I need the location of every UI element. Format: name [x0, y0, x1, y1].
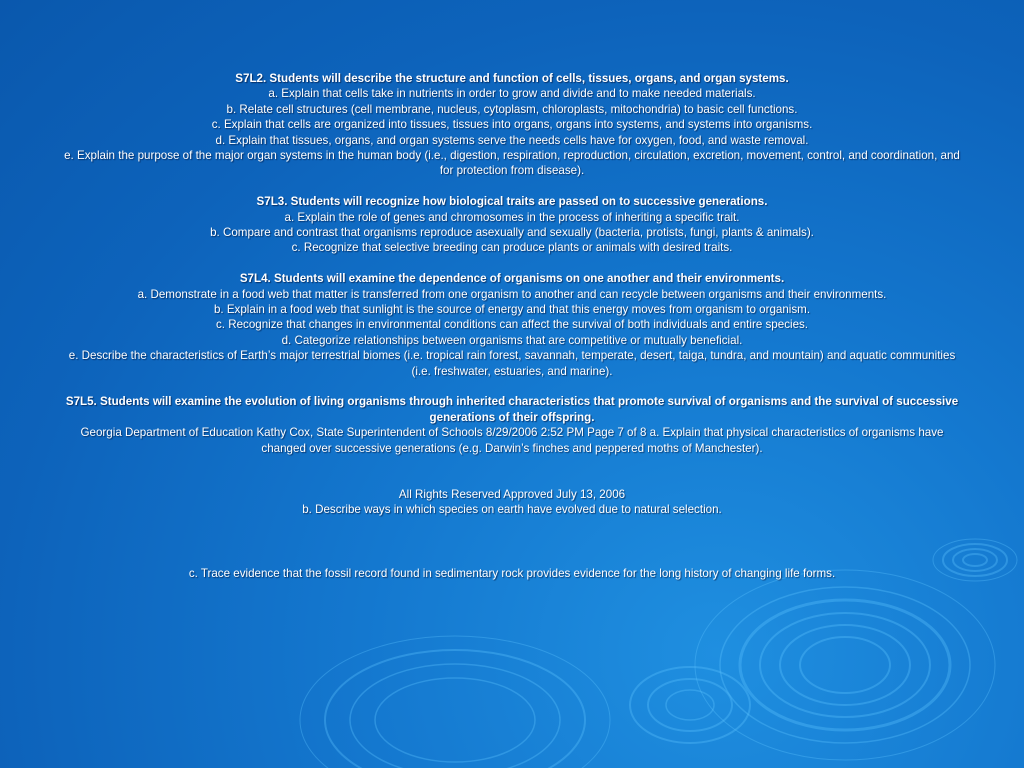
standard-item: e. Describe the characteristics of Earth’s major terrestrial biomes (i.e. tropical rain forest, savannah, temperate, desert, taiga, tundra, and mountain) and aquatic communities (i.e. freshwater, estuaries, and marine).	[68, 349, 956, 378]
standard-item: e. Explain the purpose of the major organ systems in the human body (i.e., digestion, respiration, reproduction, circulation, excretion, movement, control, and coordination, and for protection from disease).	[64, 149, 960, 178]
standard-heading-s7l3: S7L3. Students will recognize how biological traits are passed on to successive generations.	[256, 195, 768, 209]
standard-item: Georgia Department of Education Kathy Cox, State Superintendent of Schools 8/29/2006 2:52 PM Page 7 of 8 a. Explain that physical characteristics of organisms have changed over successive generations (e.g. Darwin’s finches and peppered moths of Manchester).	[80, 426, 944, 455]
standard-item: b. Explain in a food web that sunlight is the source of energy and that this energy moves from organism to organism.	[213, 303, 811, 317]
standard-heading-s7l4: S7L4. Students will examine the dependence of organisms on one another and their environments.	[239, 272, 785, 286]
slide-text	[60, 71, 964, 581]
standard-item: c. Explain that cells are organized into tissues, tissues into organs, organs into systems, and systems into organisms.	[211, 118, 813, 132]
standard-item: b. Compare and contrast that organisms reproduce asexually and sexually (bacteria, protists, fungi, plants & animals).	[210, 226, 814, 240]
standard-item: b. Relate cell structures (cell membrane, nucleus, cytoplasm, chloroplasts, mitochondria) to basic cell functions.	[226, 102, 798, 116]
standard-item: a. Explain the role of genes and chromosomes in the process of inheriting a specific trait.	[284, 210, 740, 224]
standard-item: a. Explain that cells take in nutrients in order to grow and divide and to make needed materials.	[268, 87, 756, 101]
standard-item: b. Describe ways in which species on earth have evolved due to natural selection.	[302, 503, 722, 517]
standard-item: c. Recognize that selective breeding can produce plants or animals with desired traits.	[291, 241, 733, 255]
standard-heading-s7l2: S7L2. Students will describe the structure and function of cells, tissues, organs, and organ systems.	[235, 72, 789, 85]
standard-item: d. Explain that tissues, organs, and organ systems serve the needs cells have for oxygen, food, and waste removal.	[215, 133, 809, 147]
standard-item: d. Categorize relationships between organisms that are competitive or mutually beneficial.	[281, 333, 743, 347]
standard-item: c. Recognize that changes in environmental conditions can affect the survival of both individuals and entire species.	[215, 318, 809, 332]
standard-item: a. Demonstrate in a food web that matter is transferred from one organism to another and can recycle between organisms and their environments.	[137, 287, 887, 301]
rights-notice: All Rights Reserved Approved July 13, 2006	[398, 487, 626, 501]
standard-item: c. Trace evidence that the fossil record found in sedimentary rock provides evidence for the long history of changing life forms.	[188, 566, 836, 580]
standard-heading-s7l5: S7L5. Students will examine the evolution of living organisms through inherited characteristics that promote survival of organisms and the survival of successive generations of their offspring.	[65, 395, 959, 424]
